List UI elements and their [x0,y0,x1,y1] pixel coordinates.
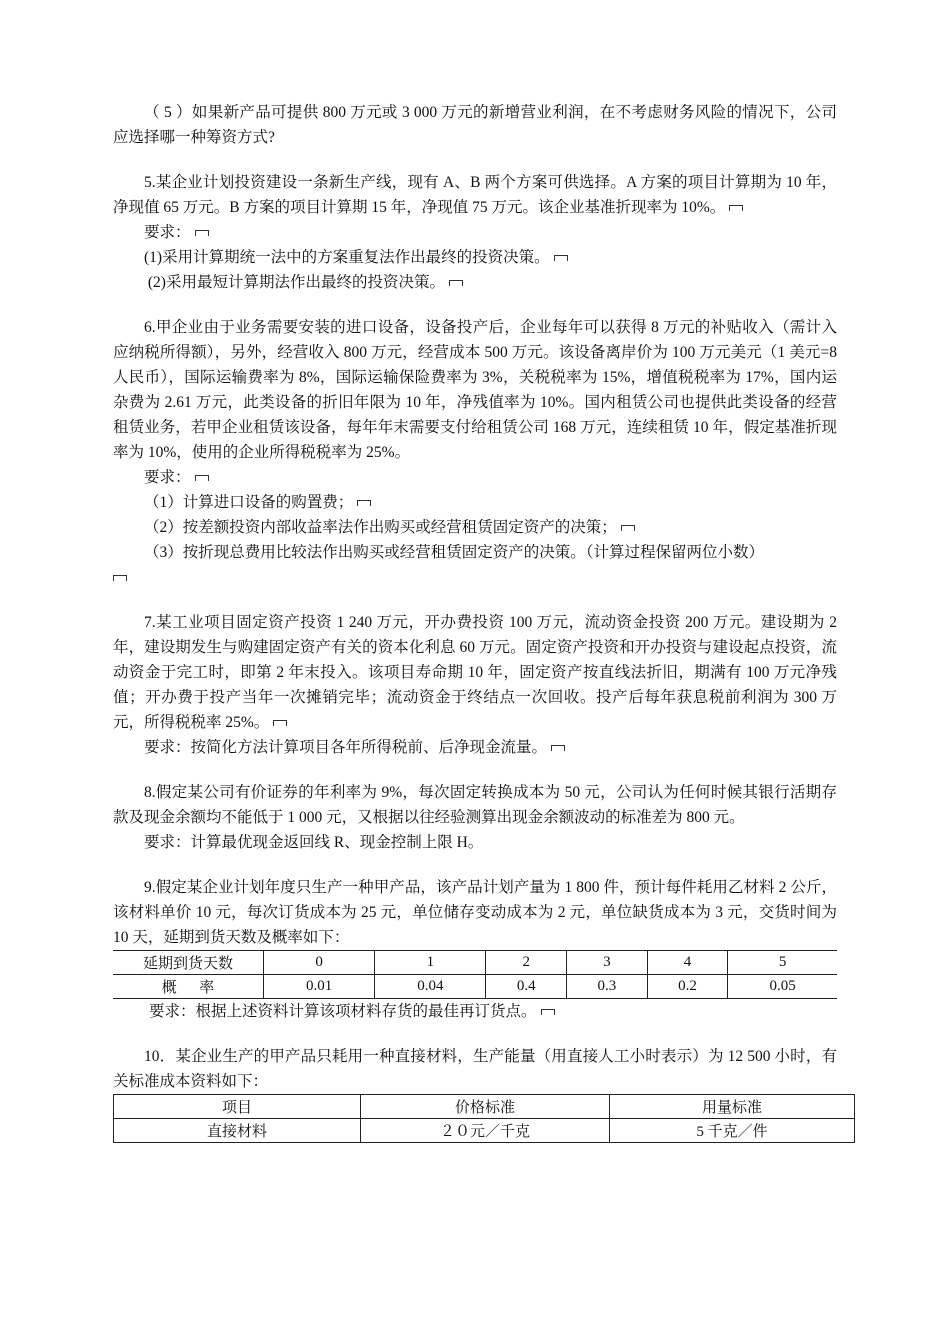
question-10 [113,1044,837,1143]
table-cell: 0.05 [728,975,837,999]
question-7 [113,610,837,760]
table-cell: 0.3 [567,975,648,999]
table-header-cell: 用量标准 [610,1095,855,1119]
q9-text: 9.假定某企业计划年度只生产一种甲产品，该产品计划产量为 1 800 件，预计每件耗用乙材料 2 公斤，该材料单价 10 元，每次订货成本为 25 元，单位储存变动成本为 2 元，单位缺货成本为 3 元，交货时间为 10 天，延期到货天数及概率如下： [113,879,837,946]
q5-requirement-1: (1)采用计算期统一法中的方案重复法作出最终的投资决策。 [144,249,550,266]
table-header-cell: 价格标准 [361,1095,610,1119]
paragraph-mark-icon [621,525,635,531]
paragraph-mark-icon [554,255,568,261]
table-header-cell: 项目 [114,1095,361,1119]
table-cell: 0.01 [264,975,375,999]
question-9 [113,875,837,1024]
q4-part5-text: （ 5 ）如果新产品可提供 800 万元或 3 000 万元的新增营业利润，在不考虑财务风险的情况下，公司应选择哪一种筹资方式? [113,104,837,146]
table-cell: 4 [647,951,728,975]
table-cell: 3 [567,951,648,975]
table-cell: 0.2 [647,975,728,999]
table-cell: 2 [486,951,567,975]
table-row-label: 延期到货天数 [113,951,264,975]
paragraph-mark-icon [195,230,209,236]
delay-probability-table [113,950,837,999]
table-cell: 1 [375,951,486,975]
q6-requirement-label: 要求： [144,469,191,486]
table-cell: 0.4 [486,975,567,999]
table-row-label: 概 率 [113,975,264,999]
question-5 [113,170,837,295]
table-cell: 0 [264,951,375,975]
q5-requirement-2: (2)采用最短计算期法作出最终的投资决策。 [144,274,445,291]
table-row [113,975,837,999]
q8-requirement: 要求：计算最优现金返回线 R、现金控制上限 H。 [144,834,484,851]
table-cell: 5 千克／件 [610,1119,855,1143]
q9-requirement: 要求：根据上述资料计算该项材料存货的最佳再订货点。 [149,1003,537,1020]
q7-text: 7.某工业项目固定资产投资 1 240 万元，开办费投资 100 万元，流动资金投资 200 万元。建设期为 2 年，建设期发生与购建固定资产有关的资本化利息 60 万元。固定资产投资和开办投资与建设起点投资，流动资金于完工时，即第 2 年末投入。该项目寿命期 10 年，固定资产按直线法折旧，期满有 100 万元净残值；开办费于投产当年一次摊销完毕；流动资金于终结点一次回收。投产后每年获息税前利润为 300 万元，所得税税率 25%。 [113,614,837,731]
q5-text: 5.某企业计划投资建设一条新生产线，现有 A、B 两个方案可供选择。A 方案的项目计算期为 10 年，净现值 65 万元。B 方案的项目计算期 15 年，净现值 75 万元。该企业基准折现率为 10%。 [113,174,837,216]
table-header-row [114,1095,855,1119]
q6-requirement-1: （1）计算进口设备的购置费； [144,494,354,511]
paragraph-mark-icon [195,475,209,481]
question-6 [113,315,837,590]
table-cell: 0.04 [375,975,486,999]
table-row [113,951,837,975]
table-cell: ２０元／千克 [361,1119,610,1143]
table-row [114,1119,855,1143]
paragraph-mark-icon [551,745,565,751]
paragraph-mark-icon [113,575,127,581]
q10-text: 10．某企业生产的甲产品只耗用一种直接材料，生产能量（用直接人工小时表示）为 12 500 小时，有关标准成本资料如下： [113,1048,837,1090]
paragraph-mark-icon [357,500,371,506]
paragraph-mark-icon [273,720,287,726]
standard-cost-table [113,1094,855,1143]
paragraph-mark-icon [729,205,743,211]
table-cell: 直接材料 [114,1119,361,1143]
q6-requirement-2: （2）按差额投资内部收益率法作出购买或经营租赁固定资产的决策； [144,519,617,536]
paragraph-mark-icon [449,280,463,286]
q6-text: 6.甲企业由于业务需要安装的进口设备，设备投产后，企业每年可以获得 8 万元的补贴收入（需计入应纳税所得额），另外，经营收入 800 万元，经营成本 500 万元。该设备离岸价为 100 万元美元（1 美元=8 人民币），国际运输费率为 8%，国际运输保险费率为 3%，关税税率为 15%，增值税税率为 17%，国内运杂费为 2.61 万元，此类设备的折旧年限为 10 年，净残值率为 10%。国内租赁公司也提供此类设备的经营租赁业务，若甲企业租赁该设备，每年年末需要支付给租赁公司 168 万元，连续租赁 10 年，假定基准折现率为 10%，使用的企业所得税税率为 25%。 [113,319,837,461]
table-cell: 5 [728,951,837,975]
paragraph-mark-icon [541,1009,555,1015]
q7-requirement: 要求：按简化方法计算项目各年所得税前、后净现金流量。 [144,739,548,756]
q6-requirement-3: （3）按折现总费用比较法作出购买或经营租赁固定资产的决策。（计算过程保留两位小数） [144,544,765,561]
question-8 [113,780,837,855]
q5-requirement-label: 要求： [144,224,191,241]
document-page [113,100,837,1143]
q8-text: 8.假定某公司有价证券的年利率为 9%，每次固定转换成本为 50 元，公司认为任何时候其银行活期存款及现金余额均不能低于 1 000 元，又根据以往经验测算出现金余额波动的标准差为 800 元。 [113,784,837,826]
